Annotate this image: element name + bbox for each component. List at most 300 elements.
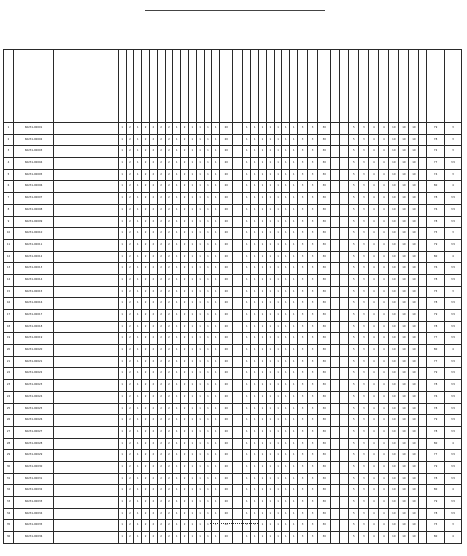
score-cell: 1 xyxy=(290,415,298,427)
score-cell: 1 xyxy=(173,251,181,263)
score-cell: 4 xyxy=(369,380,379,392)
score-cell: 1 xyxy=(173,520,181,532)
score-cell xyxy=(419,286,427,298)
col-header-score xyxy=(212,50,220,123)
score-cell: 4 xyxy=(379,426,389,438)
title-underline xyxy=(145,10,325,11)
score-cell: 2 xyxy=(165,532,173,544)
score-cell: 2 xyxy=(157,497,165,509)
score-cell xyxy=(419,228,427,240)
table-row xyxy=(4,345,462,357)
score-cell: 1 xyxy=(134,368,142,380)
score-cell: 1 xyxy=(290,169,298,181)
score-cell: 3 xyxy=(308,310,318,322)
score-cell: 4 xyxy=(379,169,389,181)
score-cell xyxy=(233,263,243,275)
score-cell: 1 xyxy=(196,508,204,520)
score-cell: 3 xyxy=(308,426,318,438)
row-number: 7 xyxy=(4,193,14,205)
score-cell: 1 xyxy=(243,310,251,322)
score-cell: 3 xyxy=(359,391,369,403)
score-cell: 3 xyxy=(308,263,318,275)
score-cell xyxy=(331,461,340,473)
score-cell: 1 xyxy=(274,532,282,544)
score-cell: 10 xyxy=(399,532,409,544)
score-cell: 5 xyxy=(349,158,359,170)
score-cell: 3 xyxy=(359,520,369,532)
score-cell: 1 xyxy=(266,368,274,380)
student-code: 60231-00003 xyxy=(14,146,54,158)
score-cell: 1 xyxy=(196,134,204,146)
score-cell: 1 xyxy=(266,403,274,415)
score-cell: 2 xyxy=(142,216,150,228)
score-cell: 1 xyxy=(196,438,204,450)
score-cell: 2 xyxy=(126,532,134,544)
score-cell: 1 xyxy=(196,391,204,403)
table-row xyxy=(4,274,462,286)
score-cell: 20 xyxy=(220,356,233,368)
score-cell: 1 xyxy=(196,239,204,251)
score-cell: 1 xyxy=(173,146,181,158)
score-cell: 1 xyxy=(266,438,274,450)
table-row xyxy=(4,356,462,368)
score-cell xyxy=(233,158,243,170)
score-cell: 1 xyxy=(118,403,126,415)
score-cell: 20 xyxy=(220,274,233,286)
score-cell: 1 xyxy=(259,426,267,438)
score-cell xyxy=(331,426,340,438)
score-cell: 1 xyxy=(290,251,298,263)
score-cell: 10 xyxy=(409,473,419,485)
score-cell: 3.5 xyxy=(445,415,462,427)
score-cell: 30 xyxy=(318,380,331,392)
score-cell xyxy=(331,193,340,205)
score-cell: 20 xyxy=(220,158,233,170)
score-cell: 1 xyxy=(173,391,181,403)
score-cell: 1 xyxy=(212,134,220,146)
score-cell: 2 xyxy=(142,274,150,286)
score-cell: 1 xyxy=(212,321,220,333)
score-cell: 1 xyxy=(204,310,212,322)
score-cell: 3 xyxy=(298,368,308,380)
score-cell: 3 xyxy=(308,473,318,485)
table-row xyxy=(4,204,462,216)
score-cell: 1 xyxy=(196,263,204,275)
score-cell: 5 xyxy=(349,380,359,392)
student-name xyxy=(54,333,119,345)
score-cell: 78 xyxy=(427,473,445,485)
score-cell: 1 xyxy=(204,181,212,193)
score-cell: 1 xyxy=(204,368,212,380)
score-cell: 77 xyxy=(427,356,445,368)
row-number: 19 xyxy=(4,333,14,345)
score-cell: 1 xyxy=(196,310,204,322)
score-cell: 20 xyxy=(220,286,233,298)
score-cell: 10 xyxy=(399,134,409,146)
score-cell: 3.5 xyxy=(445,368,462,380)
score-cell: 3 xyxy=(359,146,369,158)
score-cell: 1 xyxy=(134,380,142,392)
score-cell: 2 xyxy=(165,274,173,286)
score-cell: 1 xyxy=(251,169,259,181)
score-cell: 1 xyxy=(173,345,181,357)
score-cell: 2 xyxy=(181,520,189,532)
col-header-score xyxy=(349,50,359,123)
score-cell: 4 xyxy=(369,216,379,228)
score-cell: 4 xyxy=(379,181,389,193)
score-cell: 2 xyxy=(142,228,150,240)
score-cell: 10 xyxy=(409,461,419,473)
score-cell: 1 xyxy=(259,251,267,263)
score-cell: 1 xyxy=(243,403,251,415)
score-cell: 30 xyxy=(318,450,331,462)
score-cell: 1 xyxy=(173,485,181,497)
score-cell: 1 xyxy=(290,216,298,228)
score-cell: 2 xyxy=(165,228,173,240)
student-code: 60231-00025 xyxy=(14,403,54,415)
score-cell: 1 xyxy=(243,321,251,333)
score-cell: 1 xyxy=(251,263,259,275)
score-cell: 1 xyxy=(259,356,267,368)
score-cell: 20 xyxy=(220,368,233,380)
score-cell xyxy=(340,403,349,415)
score-cell: 1 xyxy=(259,497,267,509)
score-cell: 4 xyxy=(369,368,379,380)
score-cell: 3 xyxy=(308,368,318,380)
score-cell: 4 xyxy=(379,286,389,298)
score-cell xyxy=(233,532,243,544)
score-cell xyxy=(340,450,349,462)
student-code: 60231-00006 xyxy=(14,181,54,193)
score-cell: 3 xyxy=(298,193,308,205)
score-cell: 2 xyxy=(126,473,134,485)
score-cell: 1 xyxy=(274,415,282,427)
score-cell: 1 xyxy=(173,461,181,473)
score-cell: 3 xyxy=(308,274,318,286)
col-header-score xyxy=(233,50,243,123)
score-cell: 1 xyxy=(118,461,126,473)
score-cell: 30 xyxy=(318,204,331,216)
score-cell: 1 xyxy=(118,169,126,181)
score-cell: 3 xyxy=(308,298,318,310)
score-cell xyxy=(419,380,427,392)
score-cell: 5 xyxy=(349,274,359,286)
score-cell: 1 xyxy=(274,485,282,497)
score-cell: 1 xyxy=(134,146,142,158)
score-cell: 2 xyxy=(157,415,165,427)
row-number: 16 xyxy=(4,298,14,310)
score-cell: 1 xyxy=(204,380,212,392)
score-cell xyxy=(340,333,349,345)
score-cell: 1 xyxy=(274,146,282,158)
score-cell: 30 xyxy=(318,333,331,345)
score-cell: 1 xyxy=(173,450,181,462)
score-cell: 20 xyxy=(220,508,233,520)
student-name xyxy=(54,216,119,228)
score-cell: 1 xyxy=(282,263,290,275)
score-cell: 3 xyxy=(359,461,369,473)
score-cell: 2 xyxy=(142,426,150,438)
score-cell: 1 xyxy=(266,532,274,544)
score-cell: 10 xyxy=(409,123,419,135)
score-cell xyxy=(340,169,349,181)
row-number: 35 xyxy=(4,520,14,532)
score-cell xyxy=(331,239,340,251)
score-cell: 10 xyxy=(409,508,419,520)
score-cell: 1 xyxy=(282,508,290,520)
score-cell: 5 xyxy=(349,228,359,240)
score-cell: 2 xyxy=(157,508,165,520)
score-cell: 4 xyxy=(369,274,379,286)
col-header-score xyxy=(204,50,212,123)
score-cell: 1 xyxy=(196,380,204,392)
score-cell: 2 xyxy=(181,380,189,392)
score-cell: 1 xyxy=(251,204,259,216)
score-cell: 1 xyxy=(259,368,267,380)
score-cell: 2 xyxy=(165,356,173,368)
score-cell: 2 xyxy=(142,520,150,532)
score-cell: 80 xyxy=(427,438,445,450)
score-cell: 1 xyxy=(266,380,274,392)
score-cell: 3 xyxy=(359,228,369,240)
score-cell: 1 xyxy=(243,532,251,544)
row-number: 10 xyxy=(4,228,14,240)
score-cell: 5 xyxy=(349,298,359,310)
col-header-score xyxy=(282,50,290,123)
score-cell: 3 xyxy=(298,123,308,135)
score-cell: 1 xyxy=(173,473,181,485)
score-cell: 4 xyxy=(379,508,389,520)
score-cell xyxy=(233,251,243,263)
score-cell xyxy=(331,263,340,275)
score-cell: 1 xyxy=(251,391,259,403)
score-cell xyxy=(340,415,349,427)
table-row xyxy=(4,426,462,438)
student-code: 60231-00009 xyxy=(14,216,54,228)
score-cell: 1 xyxy=(134,497,142,509)
score-cell: 78 xyxy=(427,274,445,286)
score-cell: 3 xyxy=(298,216,308,228)
student-name xyxy=(54,391,119,403)
score-cell: 20 xyxy=(220,181,233,193)
score-cell xyxy=(419,310,427,322)
score-cell: 1 xyxy=(259,181,267,193)
score-cell: 1 xyxy=(243,485,251,497)
score-cell: 1 xyxy=(282,333,290,345)
score-cell: 1 xyxy=(196,520,204,532)
score-cell: 1 xyxy=(290,345,298,357)
score-cell: 3.5 xyxy=(445,310,462,322)
score-cell: 1 xyxy=(196,286,204,298)
score-cell: 1 xyxy=(204,391,212,403)
row-number: 8 xyxy=(4,204,14,216)
score-cell: 10 xyxy=(389,263,399,275)
score-cell: 3.5 xyxy=(445,321,462,333)
score-cell: 5 xyxy=(349,181,359,193)
score-cell: 1 xyxy=(212,158,220,170)
score-cell: 3 xyxy=(298,158,308,170)
score-cell xyxy=(331,415,340,427)
score-cell: 1 xyxy=(134,333,142,345)
score-cell: 3 xyxy=(359,508,369,520)
table-row xyxy=(4,169,462,181)
score-cell xyxy=(233,228,243,240)
score-cell: 2 xyxy=(165,251,173,263)
score-cell: 20 xyxy=(220,415,233,427)
score-cell: 4 xyxy=(379,532,389,544)
student-name xyxy=(54,158,119,170)
score-cell: 1 xyxy=(196,403,204,415)
table-row xyxy=(4,438,462,450)
score-cell: 1 xyxy=(251,520,259,532)
score-cell: 2 xyxy=(181,508,189,520)
score-cell: 2 xyxy=(181,450,189,462)
score-cell: 1 xyxy=(243,158,251,170)
score-cell xyxy=(233,216,243,228)
score-cell: 20 xyxy=(220,228,233,240)
score-cell: 2 xyxy=(157,298,165,310)
score-cell: 3 xyxy=(308,403,318,415)
score-cell: 1 xyxy=(173,356,181,368)
score-cell: 2 xyxy=(142,438,150,450)
score-cell: 5 xyxy=(349,251,359,263)
score-cell: 2 xyxy=(142,321,150,333)
score-cell: 78 xyxy=(427,134,445,146)
score-cell: 3 xyxy=(359,380,369,392)
score-cell: 20 xyxy=(220,391,233,403)
score-cell: 1 xyxy=(134,193,142,205)
score-cell: 1 xyxy=(266,146,274,158)
score-cell: 20 xyxy=(220,193,233,205)
score-cell xyxy=(340,251,349,263)
score-cell: 1 xyxy=(266,193,274,205)
score-cell: 5 xyxy=(349,263,359,275)
score-cell xyxy=(419,251,427,263)
score-cell: 10 xyxy=(399,158,409,170)
score-cell: 10 xyxy=(389,228,399,240)
score-cell: 3 xyxy=(359,368,369,380)
score-cell: 72 xyxy=(427,146,445,158)
score-cell: 1 xyxy=(134,263,142,275)
col-header-score xyxy=(409,50,419,123)
score-cell: 1 xyxy=(266,158,274,170)
score-cell: 3 xyxy=(359,415,369,427)
score-cell: 10 xyxy=(399,356,409,368)
score-cell: 1 xyxy=(173,298,181,310)
score-cell: 3.5 xyxy=(445,473,462,485)
score-cell: 3 xyxy=(359,239,369,251)
score-cell: 4 xyxy=(369,438,379,450)
score-cell: 20 xyxy=(220,123,233,135)
score-cell: 1 xyxy=(274,204,282,216)
score-cell: 1 xyxy=(188,532,196,544)
score-cell: 1 xyxy=(212,263,220,275)
score-cell: 1 xyxy=(290,473,298,485)
score-cell: 1 xyxy=(212,123,220,135)
score-cell: 4 xyxy=(379,450,389,462)
score-cell: 1 xyxy=(274,380,282,392)
score-cell: 3 xyxy=(359,356,369,368)
row-number: 11 xyxy=(4,239,14,251)
score-cell: 2 xyxy=(126,450,134,462)
score-cell: 1 xyxy=(118,368,126,380)
table-row xyxy=(4,497,462,509)
score-cell: 1 xyxy=(134,239,142,251)
score-cell: 2 xyxy=(157,228,165,240)
score-cell: 1 xyxy=(243,134,251,146)
score-cell: 78 xyxy=(427,193,445,205)
score-cell: 78 xyxy=(427,216,445,228)
score-cell: 5 xyxy=(349,169,359,181)
score-cell: 2 xyxy=(157,274,165,286)
row-number: 33 xyxy=(4,497,14,509)
score-cell xyxy=(419,181,427,193)
score-cell xyxy=(419,473,427,485)
score-cell: 1 xyxy=(243,263,251,275)
score-cell: 5 xyxy=(349,532,359,544)
score-cell: 1 xyxy=(118,134,126,146)
score-cell xyxy=(331,146,340,158)
score-cell: 1 xyxy=(266,286,274,298)
score-cell: 1 xyxy=(204,333,212,345)
score-cell: 3.5 xyxy=(445,356,462,368)
score-cell: 1 xyxy=(243,274,251,286)
score-cell: 4 xyxy=(369,298,379,310)
col-header-score xyxy=(445,50,462,123)
score-cell: 1 xyxy=(118,123,126,135)
score-cell: 1 xyxy=(274,403,282,415)
score-cell: 1 xyxy=(118,146,126,158)
score-cell: 1 xyxy=(212,345,220,357)
score-cell: 1 xyxy=(134,158,142,170)
score-cell: 3 xyxy=(308,356,318,368)
score-cell: 1 xyxy=(204,274,212,286)
score-cell: 1 xyxy=(282,146,290,158)
score-cell: 1 xyxy=(212,415,220,427)
score-cell: 1 xyxy=(188,298,196,310)
row-number: 29 xyxy=(4,450,14,462)
score-cell: 3 xyxy=(308,461,318,473)
score-cell: 1 xyxy=(212,508,220,520)
score-cell: 2 xyxy=(157,239,165,251)
score-cell: 10 xyxy=(389,158,399,170)
score-cell: 1 xyxy=(266,333,274,345)
score-cell: 5 xyxy=(349,497,359,509)
score-cell: 1 xyxy=(118,274,126,286)
score-cell: 1 xyxy=(282,345,290,357)
table-row xyxy=(4,532,462,544)
score-cell: 1 xyxy=(118,508,126,520)
score-cell: 1 xyxy=(134,286,142,298)
score-cell: 1 xyxy=(282,204,290,216)
score-cell: 1 xyxy=(196,204,204,216)
score-cell: 5 xyxy=(349,204,359,216)
score-cell: 1 xyxy=(204,216,212,228)
score-cell: 1 xyxy=(259,146,267,158)
score-cell: 10 xyxy=(409,216,419,228)
score-cell xyxy=(233,333,243,345)
score-cell: 3.5 xyxy=(445,450,462,462)
score-cell: 79 xyxy=(427,415,445,427)
row-number: 9 xyxy=(4,216,14,228)
col-header-score xyxy=(251,50,259,123)
score-cell: 1 xyxy=(118,473,126,485)
col-header-score xyxy=(259,50,267,123)
score-cell: 1 xyxy=(266,298,274,310)
table-row xyxy=(4,251,462,263)
score-cell: 2 xyxy=(126,193,134,205)
score-cell: 79 xyxy=(427,123,445,135)
